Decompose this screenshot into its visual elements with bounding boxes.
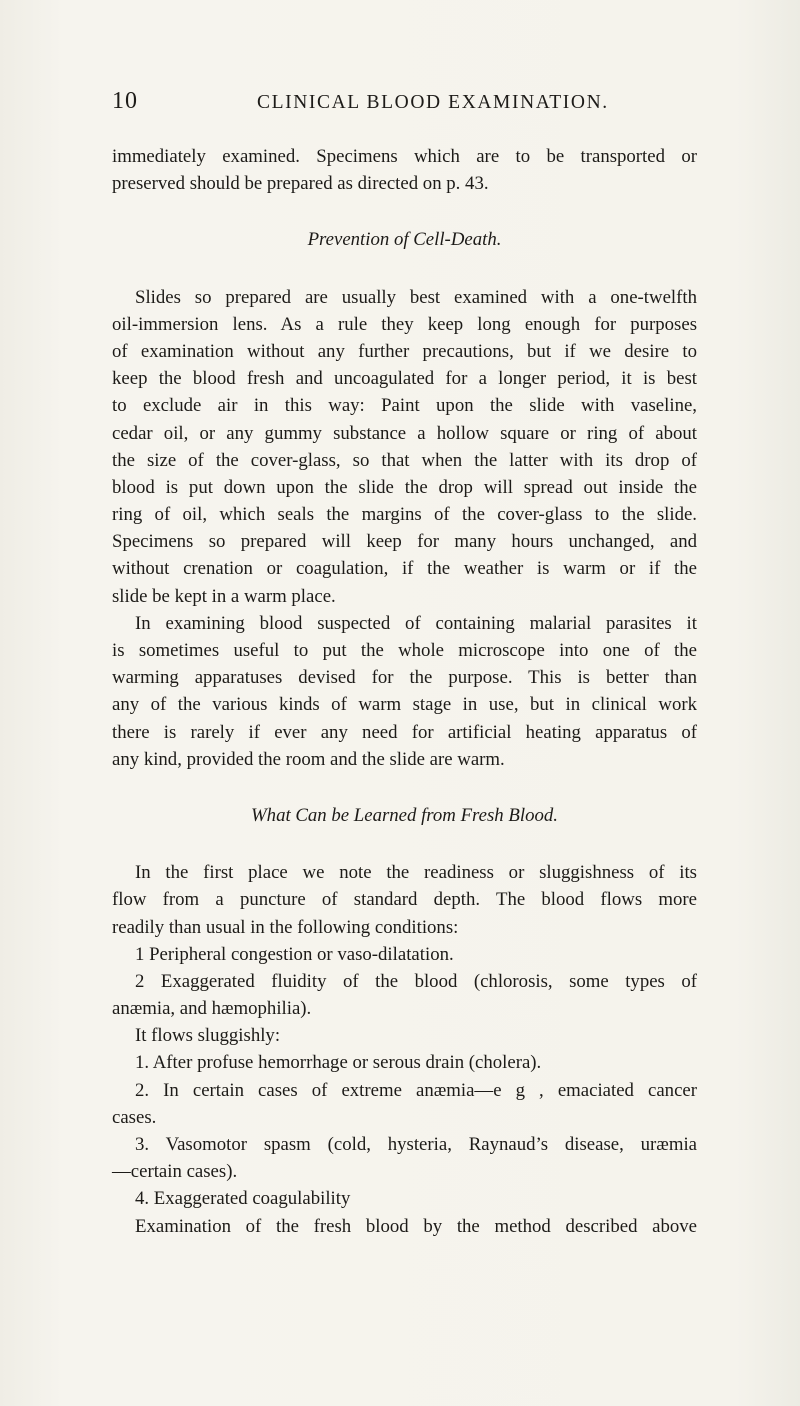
list-item: 3. Vasomotor spasm (cold, hysteria, Raynaud’s disease, uræmia — [135, 1134, 697, 1155]
text-line: readily than usual in the following conditions: — [112, 916, 459, 938]
text-line: immediately examined. Specimens which are to be transported or — [112, 146, 697, 167]
list-item: 1 Peripheral congestion or vaso-dilatation. — [135, 943, 454, 965]
section-heading-prevention: Prevention of Cell-Death. — [307, 229, 502, 251]
page-header — [112, 88, 692, 120]
list-item: 2 Exaggerated fluidity of the blood (chlorosis, some types of — [135, 970, 697, 992]
page-number: 10 — [112, 88, 138, 114]
text-line: anæmia, and hæmophilia). — [112, 998, 312, 1020]
text-line: to exclude air in this way: Paint upon the slide with vaseline, — [112, 395, 697, 417]
text-line: any kind, provided the room and the slide are warm. — [112, 748, 505, 770]
section-heading-fresh-blood: What Can be Learned from Fresh Blood. — [251, 804, 558, 826]
text-line: any of the various kinds of warm stage in use, but in clinical work — [112, 694, 697, 716]
list-item: 2. In certain cases of extreme anæmia—e g , emaciated cancer — [135, 1079, 697, 1101]
text-line: —certain cases). — [112, 1161, 238, 1183]
running-title: CLINICAL BLOOD EXAMINATION. — [257, 92, 609, 113]
text-line: Examination of the fresh blood by the method described above — [135, 1215, 697, 1237]
text-line: In the first place we note the readiness or sluggishness of its — [135, 862, 697, 884]
text-line: cases. — [112, 1106, 157, 1128]
text-line: without crenation or coagulation, if the weather is warm or if the — [112, 558, 697, 580]
list-item: 1. After profuse hemorrhage or serous drain (cholera). — [135, 1052, 542, 1074]
text-line: the size of the cover-glass, so that when the latter with its drop of — [112, 449, 697, 471]
text-line: Specimens so prepared will keep for many hours unchanged, and — [112, 531, 697, 553]
text-line: of examination without any further precautions, but if we desire to — [112, 340, 697, 362]
text-line: there is rarely if ever any need for artificial heating apparatus of — [112, 721, 697, 743]
list-item: 4. Exaggerated coagulability — [135, 1188, 351, 1210]
text-line: flow from a puncture of standard depth. The blood flows more — [112, 889, 697, 911]
text-line: It flows sluggishly: — [135, 1025, 281, 1047]
text-line: In examining blood suspected of containing malarial parasites it — [135, 612, 697, 634]
text-line: oil-immersion lens. As a rule they keep long enough for purposes — [112, 313, 697, 335]
text-line: ring of oil, which seals the margins of the cover-glass to the slide. — [112, 504, 697, 526]
text-line: keep the blood fresh and uncoagulated for a longer period, it is best — [112, 368, 697, 390]
text-line: cedar oil, or any gummy substance a hollow square or ring of about — [112, 422, 697, 444]
main-text — [112, 143, 697, 1240]
text-line: warming apparatuses devised for the purpose. This is better than — [112, 667, 697, 689]
text-line: Slides so prepared are usually best examined with a one-twelfth — [135, 286, 697, 308]
text-line: is sometimes useful to put the whole microscope into one of the — [112, 640, 697, 661]
text-line: preserved should be prepared as directed on p. 43. — [112, 173, 489, 195]
text-line: slide be kept in a warm place. — [112, 585, 336, 607]
text-line: blood is put down upon the slide the drop will spread out inside the — [112, 476, 697, 498]
